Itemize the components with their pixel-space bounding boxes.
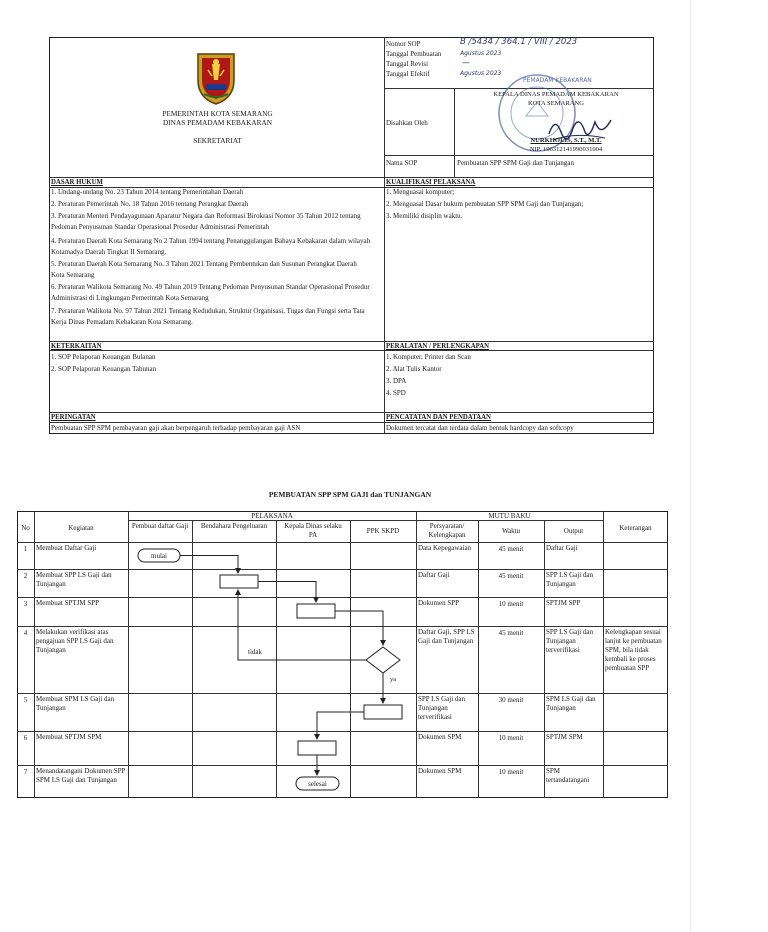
signer-name: NURKHOLIS, S.T., M.T. bbox=[530, 137, 602, 144]
pencatatan-text: Dokumen tercatat dan terdata dalam bentuk hardcopy dan softcopy bbox=[386, 424, 574, 432]
col-waktu: Waktu bbox=[501, 527, 521, 535]
col-bendahara: Bendahara Pengeluaran bbox=[200, 522, 268, 530]
row-output: SPM tertandatangani bbox=[546, 767, 590, 784]
signer-title-1: KEPALA DINAS PEMADAM KEBAKARAN bbox=[493, 91, 619, 98]
org-unit: SEKRETARIAT bbox=[193, 136, 242, 145]
signer-nip: NIP. 196312141990031004 bbox=[529, 146, 603, 153]
row-output: SPM LS Gaji dan Tunjangan bbox=[546, 695, 596, 712]
header-mutu-baku: MUTU BAKU bbox=[488, 512, 531, 520]
keterkaitan-item: 1. SOP Pelaporan Keuangan Bulanan bbox=[51, 353, 156, 361]
row-kegiatan: Membuat SPM LS Gaji dan Tunjangan bbox=[36, 695, 115, 712]
flow-decision-diamond bbox=[366, 647, 400, 673]
col-pembuat: Pembuat daftar Gaji bbox=[131, 522, 189, 530]
pencatatan-title: PENCATATAN DAN PENDATAAN bbox=[386, 414, 491, 421]
nama-sop-value: Pembuatan SPP SPM Gaji dan Tunjangan bbox=[457, 159, 575, 167]
field-value-tanggal-revisi: — bbox=[462, 58, 470, 67]
field-value-tanggal-pembuatan: Agustus 2023 bbox=[460, 50, 502, 57]
flow-title: PEMBUATAN SPP SPM GAJI dan TUNJANGAN bbox=[268, 490, 432, 499]
col-ppk: PPK SKPD bbox=[366, 527, 400, 535]
flow-arrow bbox=[258, 582, 316, 603]
row-no: 6 bbox=[23, 734, 28, 742]
row-waktu: 10 menit bbox=[498, 768, 524, 776]
col-kepala: Kepala Dinas selaku PA bbox=[284, 522, 342, 539]
dasar-hukum-item: 6. Peraturan Walikota Semarang No. 49 Tahun 2019 Tentang Pedoman Penyusunan Standar Operasional Prosedur Administrasi di Lingkungan Pemerintah Kota Semarang bbox=[51, 283, 370, 302]
row-no: 7 bbox=[23, 768, 28, 776]
kualifikasi-item: 1. Menguasai komputer; bbox=[386, 188, 455, 196]
col-persyaratan: Persyaratan/ Kelengkapan bbox=[428, 522, 466, 539]
row-no: 4 bbox=[23, 629, 28, 637]
peralatan-item: 3. DPA bbox=[386, 377, 407, 385]
row-persyaratan: Daftar Gaji bbox=[418, 571, 450, 579]
row-output: SPTJM SPM bbox=[546, 733, 583, 741]
row-persyaratan: Daftar Gaji, SPP LS Gaji dan Tunjangan bbox=[418, 628, 475, 645]
row-kegiatan: Membuat Daftar Gaji bbox=[36, 544, 97, 552]
flow-end-label: selesai bbox=[308, 780, 327, 788]
flow-arrow bbox=[317, 712, 364, 739]
flow-process-box bbox=[220, 575, 258, 588]
row-kegiatan: Membuat SPTJM SPP bbox=[36, 599, 100, 607]
disahkan-label: Disahkan Oleh bbox=[386, 119, 428, 127]
flow-arrow bbox=[335, 611, 383, 645]
col-kegiatan: Kegiatan bbox=[68, 524, 94, 532]
field-label-tanggal-revisi: Tanggal Revisi bbox=[386, 60, 429, 68]
col-output: Output bbox=[563, 527, 584, 535]
row-output: SPP LS Gaji dan Tunjangan terverifikasi bbox=[546, 628, 593, 654]
row-persyaratan: Dokumen SPP bbox=[418, 599, 460, 607]
row-persyaratan: Dokumen SPM bbox=[418, 733, 462, 741]
field-value-tanggal-efektif: Agustus 2023 bbox=[460, 70, 502, 77]
field-label-tanggal-pembuatan: Tanggal Pembuatan bbox=[386, 50, 442, 58]
row-output: SPP LS Gaji dan Tunjangan bbox=[546, 571, 593, 588]
dasar-hukum-item: 4. Peraturan Daerah Kota Semarang No 2 Tahun 1994 tentang Penanggulangan Bahaya Kebakaran dalam wilayah Kotamadya Daerah Tingkat II Semarang. bbox=[51, 237, 371, 256]
peringatan-title: PERINGATAN bbox=[51, 414, 96, 421]
peralatan-item: 4. SPD bbox=[386, 389, 406, 397]
dasar-hukum-item: 5. Peraturan Daerah Kota Semarang No. 3 Tahun 2021 Tentang Pembentukan dan Susunan Perangkat Daerah Kota Semarang bbox=[51, 260, 357, 279]
org-name-line1: PEMERINTAH KOTA SEMARANG bbox=[162, 109, 273, 118]
flow-process-box bbox=[297, 604, 335, 618]
row-no: 5 bbox=[23, 696, 28, 704]
flow-arrow bbox=[180, 556, 238, 574]
row-kegiatan: Melakukan verifikasi atas pengajuan SPP LS Gaji dan Tunjangan bbox=[36, 628, 114, 654]
dasar-hukum-item: 7. Peraturan Walikota No. 97 Tahun 2021 Tentang Kedudukan, Struktur Organisasi, Tugas dan Fungsi serta Tata Kerja Dinas Pemadam Kebakaran Kota Semarang. bbox=[51, 307, 365, 326]
row-kegiatan: Membuat SPTJM SPM bbox=[36, 733, 102, 741]
row-keterangan: Kelengkapan sesuai lanjut ke pembuatan SPM, bila tidak kembali ke proses pembuatan SPP bbox=[605, 628, 662, 672]
dasar-hukum-item: 3. Peraturan Menteri Pendayagunaan Aparatur Negara dan Reformasi Birokrasi Nomor 35 Tahun 2012 tentang Pedoman Penyusunan Standar Operasional Prosedur Administrasi Pemerintah bbox=[51, 212, 361, 231]
nama-sop-label: Nama SOP bbox=[386, 159, 418, 167]
flow-start-label: mulai bbox=[151, 552, 167, 560]
row-kegiatan: Membuat SPP LS Gaji dan Tunjangan bbox=[36, 571, 112, 588]
peralatan-item: 1. Komputer, Printer dan Scan bbox=[386, 353, 471, 361]
kualifikasi-item: 2. Menguasai Dasar hukum pembuatan SPP SPM Gaji dan Tunjangan; bbox=[386, 200, 584, 208]
row-no: 3 bbox=[23, 600, 28, 608]
field-label-tanggal-efektif: Tanggal Efektif bbox=[386, 70, 430, 78]
dasar-hukum-item: 2. Peraturan Pemerintah No. 18 Tahun 2016 tentang Perangkat Daerah bbox=[51, 200, 249, 208]
row-no: 1 bbox=[23, 545, 28, 553]
row-waktu: 10 menit bbox=[498, 600, 524, 608]
row-output: SPTJM SPP bbox=[546, 599, 581, 607]
field-label-nomor: Nomor SOP bbox=[386, 40, 421, 48]
row-waktu: 45 menit bbox=[498, 629, 524, 637]
row-kegiatan: Menandatangani Dokumen SPP SPM LS Gaji dan Tunjangan bbox=[36, 767, 126, 784]
col-no: No bbox=[21, 524, 30, 532]
peralatan-title: PERALATAN / PERLENGKAPAN bbox=[386, 343, 490, 350]
org-name-line2: DINAS PEMADAM KEBAKARAN bbox=[162, 118, 273, 127]
kualifikasi-title: KUALIFIKASI PELAKSANA bbox=[386, 179, 476, 186]
keterkaitan-item: 2. SOP Pelaporan Keuangan Tahunan bbox=[51, 365, 157, 373]
keterkaitan-title: KETERKAITAN bbox=[51, 343, 102, 350]
row-output: Daftar Gaji bbox=[546, 544, 578, 552]
dasar-hukum-item: 1. Undang-undang No. 23 Tahun 2014 tentang Pemerintahan Daerah bbox=[51, 188, 244, 196]
peralatan-item: 2. Alat Tulis Kantor bbox=[386, 365, 442, 373]
peringatan-text: Pembuatan SPP SPM pembayaran gaji akan berpengaruh terhadap pembayaran gaji ASN bbox=[51, 424, 301, 432]
row-waktu: 30 menit bbox=[498, 696, 524, 704]
row-persyaratan: Dokumen SPM bbox=[418, 767, 462, 775]
row-waktu: 45 menit bbox=[498, 572, 524, 580]
kualifikasi-item: 3. Memiliki disiplin waktu. bbox=[386, 212, 463, 220]
page-edge bbox=[690, 0, 691, 932]
flow-process-box bbox=[364, 705, 402, 719]
row-no: 2 bbox=[23, 572, 28, 580]
row-waktu: 10 menit bbox=[498, 734, 524, 742]
row-waktu: 45 menit bbox=[498, 545, 524, 553]
row-persyaratan: Data Kepegawaian bbox=[418, 544, 472, 552]
dasar-hukum-title: DASAR HUKUM bbox=[51, 179, 103, 186]
header-pelaksana: PELAKSANA bbox=[251, 512, 293, 520]
flow-no-label: tidak bbox=[248, 648, 262, 656]
stamp-text: PEMADAM KEBAKARAN bbox=[523, 77, 592, 84]
signer-title-2: KOTA SEMARANG bbox=[527, 100, 585, 107]
flow-yes-label: ya bbox=[390, 676, 397, 683]
flow-process-box bbox=[298, 741, 336, 755]
row-persyaratan: SPP LS Gaji dan Tunjangan terverifikasi bbox=[418, 695, 465, 721]
field-value-nomor: B /5434 / 364.1 / VIII / 2023 bbox=[460, 37, 578, 47]
col-keterangan: Keterangan bbox=[619, 524, 652, 532]
